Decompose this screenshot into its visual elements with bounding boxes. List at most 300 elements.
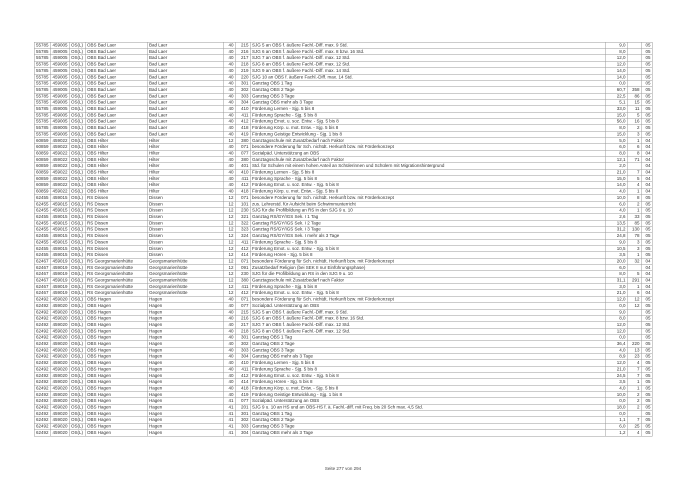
cell-flag: 05 — [641, 296, 652, 302]
cell-school-id: 62492 — [36, 334, 49, 340]
cell-flag: 05 — [641, 398, 652, 404]
cell-school-type: OS(L) — [69, 303, 85, 309]
cell-hours: 8,0 — [605, 150, 627, 156]
cell-municipality: Dissen — [147, 207, 223, 213]
cell-municipality: Hagen — [147, 411, 223, 417]
cell-school-name: RS Georgsmarienhütte — [85, 265, 147, 271]
cell-school-type: OS(L) — [69, 87, 85, 93]
cell-flag: 05 — [641, 49, 652, 55]
cell-code: 411 — [235, 112, 250, 118]
cell-official-no: 459015 — [50, 239, 69, 245]
cell-category: 40 — [223, 309, 235, 315]
cell-frequency: 13 — [627, 347, 641, 353]
cell-flag: 04 — [641, 150, 652, 156]
cell-school-name: OBS Bad Laer — [85, 125, 147, 131]
cell-description: besondere Förderung für Sch. nichtdt. Herkunft bzw. mit Förderkonzept — [250, 296, 605, 302]
cell-flag: 05 — [641, 99, 652, 105]
cell-flag: 05 — [641, 309, 652, 315]
cell-hours: 3,5 — [605, 252, 627, 258]
cell-school-name: RS Dissen — [85, 239, 147, 245]
cell-flag: 05 — [641, 55, 652, 61]
cell-frequency: 1 — [627, 385, 641, 391]
cell-code: 301 — [235, 80, 250, 86]
cell-school-id: 62492 — [36, 315, 49, 321]
cell-school-id: 62492 — [36, 417, 49, 423]
cell-hours: 10,0 — [605, 195, 627, 201]
cell-hours: 0,0 — [605, 411, 627, 417]
cell-school-name: OBS Hagen — [85, 303, 147, 309]
cell-school-name: OBS Bad Laer — [85, 74, 147, 80]
cell-description: Ganztag RS/GY/IGS Sek. I mehr als 3 Tage — [250, 233, 605, 239]
cell-frequency: 1 — [627, 379, 641, 385]
cell-category: 40 — [223, 353, 235, 359]
cell-municipality: Hagen — [147, 398, 223, 404]
cell-school-id: 62467 — [36, 271, 49, 277]
cell-hours: 0,0 — [605, 80, 627, 86]
cell-school-name: OBS Hagen — [85, 328, 147, 334]
cell-official-no: 459020 — [50, 296, 69, 302]
cell-school-type: OS(L) — [69, 315, 85, 321]
cell-official-no: 459005 — [50, 49, 69, 55]
cell-category: 41 — [223, 417, 235, 423]
cell-municipality: Hagen — [147, 366, 223, 372]
cell-description: SJG 6 an OBS f. äußere Fachl.-Diff. max. 8 bzw. 16 Std. — [250, 315, 605, 321]
cell-category: 40 — [223, 341, 235, 347]
cell-school-id: 55785 — [36, 42, 49, 48]
cell-category: 40 — [223, 366, 235, 372]
cell-school-name: RS Georgsmarienhütte — [85, 277, 147, 283]
cell-frequency: 11 — [627, 106, 641, 112]
cell-official-no: 459022 — [50, 138, 69, 144]
cell-municipality: Hilter — [147, 182, 223, 188]
cell-school-id: 55785 — [36, 61, 49, 67]
cell-school-type: OS(L) — [69, 233, 85, 239]
cell-municipality: Hagen — [147, 360, 223, 366]
cell-flag: 04 — [641, 157, 652, 163]
cell-frequency: 1 — [627, 252, 641, 258]
cell-flag: 05 — [641, 226, 652, 232]
cell-school-name: OBS Bad Laer — [85, 131, 147, 137]
cell-code: 418 — [235, 188, 250, 194]
cell-description: Förderung Hören - Sjg. 5 bis 8 — [250, 379, 605, 385]
cell-flag: 04 — [641, 258, 652, 264]
cell-school-id: 62492 — [36, 429, 49, 435]
cell-flag: 05 — [641, 68, 652, 74]
cell-school-name: OBS Hagen — [85, 334, 147, 340]
cell-municipality: Georgsmarienhütte — [147, 265, 223, 271]
cell-school-type: OS(L) — [69, 144, 85, 150]
cell-code: 301 — [235, 411, 250, 417]
cell-hours: 8,0 — [605, 125, 627, 131]
cell-category: 40 — [223, 55, 235, 61]
cell-school-name: OBS Hilter — [85, 176, 147, 182]
cell-description: Förderung Sprache - Sjg. 5 bis 8 — [250, 239, 605, 245]
cell-school-type: OS(L) — [69, 163, 85, 169]
cell-municipality: Hagen — [147, 404, 223, 410]
cell-hours: 3,5 — [605, 379, 627, 385]
cell-description: Ganztag OBS 1 Tag — [250, 334, 605, 340]
cell-school-type: OS(L) — [69, 360, 85, 366]
cell-category: 40 — [223, 150, 235, 156]
cell-hours: 6,0 — [605, 265, 627, 271]
cell-description: Ganztag OBS 2 Tage — [250, 341, 605, 347]
cell-code: 419 — [235, 131, 250, 137]
cell-hours: 21,0 — [605, 290, 627, 296]
cell-school-type: OS(L) — [69, 188, 85, 194]
cell-school-name: RS Dissen — [85, 233, 147, 239]
cell-school-id: 55785 — [36, 67, 49, 73]
cell-school-id: 62492 — [36, 360, 49, 366]
cell-school-type: OS(L) — [69, 366, 85, 372]
cell-frequency: 6 — [627, 144, 641, 150]
cell-code: 302 — [235, 87, 250, 93]
cell-frequency: 6 — [627, 290, 641, 296]
cell-school-id: 62467 — [36, 264, 49, 270]
cell-code: 215 — [235, 309, 250, 315]
cell-description: SJG 7 an OBS f. äußere Fachl.-Diff. max. 12 Std. — [250, 322, 605, 328]
cell-code: 302 — [235, 417, 250, 423]
cell-school-type: OS(L) — [69, 125, 85, 131]
cell-school-type: OS(L) — [69, 252, 85, 258]
cell-municipality: Hilter — [147, 176, 223, 182]
cell-frequency: 23 — [627, 353, 641, 359]
cell-category: 40 — [223, 296, 235, 302]
cell-school-name: RS Georgsmarienhütte — [85, 290, 147, 296]
cell-school-name: OBS Bad Laer — [85, 106, 147, 112]
cell-school-type: OS(L) — [69, 271, 85, 277]
cell-municipality: Hagen — [147, 309, 223, 315]
cell-official-no: 459022 — [50, 169, 69, 175]
cell-frequency: 130 — [627, 226, 641, 232]
cell-category: 40 — [223, 322, 235, 328]
cell-description: Förderung Lernen - Sjg. 5 bis 8 — [250, 360, 605, 366]
cell-code: 091 — [235, 265, 250, 271]
cell-code: 410 — [235, 169, 250, 175]
cell-frequency: 7 — [627, 417, 641, 423]
cell-frequency: 5 — [627, 112, 641, 118]
cell-school-id: 55785 — [36, 93, 49, 99]
cell-code: 380 — [235, 157, 250, 163]
cell-official-no: 459020 — [50, 353, 69, 359]
cell-school-type: OS(L) — [69, 239, 85, 245]
cell-official-no: 459005 — [50, 125, 69, 131]
cell-school-id: 55785 — [36, 106, 49, 112]
cell-code: 303 — [235, 423, 250, 429]
cell-code: 411 — [235, 366, 250, 372]
cell-school-id: 62492 — [36, 353, 49, 359]
cell-municipality: Hilter — [147, 163, 223, 169]
cell-official-no: 459020 — [50, 334, 69, 340]
cell-school-type: OS(L) — [69, 353, 85, 359]
cell-official-no: 459022 — [50, 188, 69, 194]
cell-school-name: OBS Hagen — [85, 341, 147, 347]
cell-school-type: OS(L) — [69, 322, 85, 328]
cell-school-id: 55785 — [36, 125, 49, 131]
cell-school-type: OS(L) — [69, 106, 85, 112]
cell-hours: 12,0 — [605, 55, 627, 61]
cell-school-name: OBS Bad Laer — [85, 61, 147, 67]
cell-school-type: OS(L) — [69, 265, 85, 271]
cell-flag: 05 — [641, 93, 652, 99]
cell-municipality: Dissen — [147, 233, 223, 239]
cell-school-type: OS(L) — [69, 277, 85, 283]
cell-category: 41 — [223, 404, 235, 410]
cell-hours: 12,0 — [605, 328, 627, 334]
cell-school-id: 55785 — [36, 118, 49, 124]
cell-description: Ganztag OBS mehr als 3 Tage — [250, 353, 605, 359]
cell-hours: 0,0 — [605, 303, 627, 309]
cell-category: 40 — [223, 87, 235, 93]
cell-official-no: 459015 — [50, 201, 69, 207]
cell-category: 40 — [223, 93, 235, 99]
cell-frequency: 2 — [627, 398, 641, 404]
cell-school-id: 60859 — [36, 156, 49, 162]
cell-flag: 05 — [641, 220, 652, 226]
cell-flag: 05 — [641, 411, 652, 417]
cell-description: Förderung Emot. u. soz. Entw. - Sjg. 5 bis 8 — [250, 118, 605, 124]
cell-school-name: OBS Bad Laer — [85, 87, 147, 93]
cell-hours: 2,0 — [605, 163, 627, 169]
cell-frequency: 4 — [627, 360, 641, 366]
cell-frequency: 12 — [627, 303, 641, 309]
cell-flag: 04 — [641, 271, 652, 277]
cell-description: Ganztag OBS 3 Tage — [250, 93, 605, 99]
cell-code: 401 — [235, 163, 250, 169]
cell-school-name: OBS Hagen — [85, 373, 147, 379]
cell-category: 40 — [223, 80, 235, 86]
cell-flag: 05 — [641, 207, 652, 213]
cell-school-id: 62492 — [36, 372, 49, 378]
cell-description: Förderung Emot. u. soz. Entw. - Sjg. 5 bis 8 — [250, 182, 605, 188]
cell-school-name: OBS Bad Laer — [85, 93, 147, 99]
cell-official-no: 459005 — [50, 68, 69, 74]
cell-frequency: 220 — [627, 341, 641, 347]
cell-school-id: 62492 — [36, 347, 49, 353]
cell-flag: 04 — [641, 138, 652, 144]
cell-school-id: 60859 — [36, 150, 49, 156]
cell-code: 077 — [235, 150, 250, 156]
cell-description: Ganztag OBS mehr als 3 Tage — [250, 430, 605, 436]
cell-frequency: 33 — [627, 214, 641, 220]
cell-flag: 05 — [641, 112, 652, 118]
cell-municipality: Georgsmarienhütte — [147, 271, 223, 277]
cell-school-id: 62467 — [36, 290, 49, 296]
cell-code: 411 — [235, 239, 250, 245]
cell-school-type: OS(L) — [69, 385, 85, 391]
cell-school-name: OBS Bad Laer — [85, 118, 147, 124]
cell-school-id: 62492 — [36, 379, 49, 385]
cell-flag: 05 — [641, 106, 652, 112]
cell-code: 380 — [235, 138, 250, 144]
cell-school-id: 55785 — [36, 131, 49, 137]
cell-category: 12 — [223, 138, 235, 144]
cell-school-type: OS(L) — [69, 201, 85, 207]
cell-school-type: OS(L) — [69, 131, 85, 137]
cell-school-name: OBS Hagen — [85, 385, 147, 391]
cell-hours: 9,0 — [605, 239, 627, 245]
cell-school-name: OBS Bad Laer — [85, 80, 147, 86]
cell-description: Ganztagsschule mit Zusatzbedarf nach Faktor — [250, 138, 605, 144]
cell-flag: 04 — [641, 169, 652, 175]
cell-category: 40 — [223, 176, 235, 182]
cell-code: 304 — [235, 430, 250, 436]
cell-flag: 05 — [641, 80, 652, 86]
cell-code: 216 — [235, 315, 250, 321]
cell-school-type: OS(L) — [69, 42, 85, 48]
cell-code: 301 — [235, 334, 250, 340]
cell-category: 12 — [223, 284, 235, 290]
cell-official-no: 459015 — [50, 220, 69, 226]
cell-code: 412 — [235, 118, 250, 124]
cell-hours: 14,0 — [605, 182, 627, 188]
cell-hours: 12,0 — [605, 61, 627, 67]
cell-school-type: OS(L) — [69, 61, 85, 67]
cell-hours: 14,0 — [605, 68, 627, 74]
cell-flag: 05 — [641, 239, 652, 245]
cell-description: Förderung Lernen - Sjg. 5 bis 8 — [250, 169, 605, 175]
cell-category: 40 — [223, 144, 235, 150]
cell-category: 41 — [223, 430, 235, 436]
cell-hours: 15,0 — [605, 112, 627, 118]
cell-category: 40 — [223, 360, 235, 366]
cell-frequency: 1 — [627, 138, 641, 144]
cell-official-no: 459015 — [50, 214, 69, 220]
cell-description: Ganztag OBS 1 Tag — [250, 80, 605, 86]
cell-category: 40 — [223, 49, 235, 55]
cell-municipality: Hagen — [147, 296, 223, 302]
cell-school-name: OBS Hagen — [85, 411, 147, 417]
cell-municipality: Bad Laer — [147, 68, 223, 74]
cell-flag: 05 — [641, 423, 652, 429]
cell-school-id: 55785 — [36, 99, 49, 105]
cell-flag: 05 — [641, 195, 652, 201]
cell-description: Sozialpäd. Unterstützung an OBS — [250, 150, 605, 156]
cell-description: besondere Förderung für Sch. nichtdt. Herkunft bzw. mit Förderkonzept — [250, 258, 605, 264]
cell-official-no: 459005 — [50, 131, 69, 137]
cell-official-no: 459020 — [50, 309, 69, 315]
cell-hours: 6,0 — [605, 144, 627, 150]
cell-hours: 0,0 — [605, 334, 627, 340]
cell-official-no: 459005 — [50, 87, 69, 93]
cell-school-id: 60859 — [36, 188, 49, 194]
cell-category: 40 — [223, 182, 235, 188]
cell-school-name: RS Georgsmarienhütte — [85, 258, 147, 264]
cell-hours: 12,0 — [605, 360, 627, 366]
cell-category: 40 — [223, 188, 235, 194]
cell-school-name: OBS Hilter — [85, 157, 147, 163]
cell-school-type: OS(L) — [69, 334, 85, 340]
cell-hours: 2,6 — [605, 214, 627, 220]
cell-municipality: Bad Laer — [147, 61, 223, 67]
cell-hours: 33,0 — [605, 106, 627, 112]
cell-frequency: 5 — [627, 176, 641, 182]
cell-official-no: 459019 — [50, 265, 69, 271]
cell-description: Sozialpäd. Unterstützung an OBS — [250, 398, 605, 404]
cell-flag: 05 — [641, 366, 652, 372]
cell-code: 303 — [235, 93, 250, 99]
cell-school-type: OS(L) — [69, 226, 85, 232]
cell-flag: 04 — [641, 176, 652, 182]
cell-code: 304 — [235, 353, 250, 359]
cell-description: Förderung Hören - Sjg. 5 bis 8 — [250, 252, 605, 258]
cell-official-no: 459005 — [50, 112, 69, 118]
cell-official-no: 459020 — [50, 392, 69, 398]
cell-code: 322 — [235, 220, 250, 226]
cell-category: 40 — [223, 379, 235, 385]
cell-municipality: Hagen — [147, 328, 223, 334]
cell-school-id: 60859 — [36, 144, 49, 150]
cell-description: Förderung Körp. u. mot. Entw. - Sjg. 5 bis 8 — [250, 385, 605, 391]
cell-code: 216 — [235, 49, 250, 55]
cell-hours: 36,4 — [605, 341, 627, 347]
cell-school-name: OBS Bad Laer — [85, 42, 147, 48]
cell-category: 12 — [223, 214, 235, 220]
cell-official-no: 459005 — [50, 61, 69, 67]
cell-official-no: 459005 — [50, 42, 69, 48]
cell-school-id: 62455 — [36, 213, 49, 219]
cell-flag: 04 — [641, 188, 652, 194]
cell-official-no: 459020 — [50, 398, 69, 404]
cell-flag: 04 — [641, 144, 652, 150]
cell-municipality: Bad Laer — [147, 118, 223, 124]
cell-school-type: OS(L) — [69, 49, 85, 55]
cell-official-no: 459022 — [50, 182, 69, 188]
cell-school-type: OS(L) — [69, 118, 85, 124]
cell-school-type: OS(L) — [69, 379, 85, 385]
cell-municipality: Bad Laer — [147, 87, 223, 93]
cell-school-type: OS(L) — [69, 220, 85, 226]
cell-school-id: 62492 — [36, 404, 49, 410]
cell-hours: 56,0 — [605, 118, 627, 124]
cell-frequency: 85 — [627, 220, 641, 226]
cell-school-id: 62455 — [36, 194, 49, 200]
cell-school-id: 55785 — [36, 55, 49, 61]
cell-school-id: 62492 — [36, 385, 49, 391]
cell-code: 419 — [235, 392, 250, 398]
cell-school-id: 55785 — [36, 86, 49, 92]
cell-flag: 05 — [641, 125, 652, 131]
cell-description: Förderung Sprache - Sjg. 5 bis 8 — [250, 284, 605, 290]
cell-school-name: OBS Hagen — [85, 392, 147, 398]
cell-hours: 1,2 — [605, 430, 627, 436]
cell-category: 12 — [223, 290, 235, 296]
cell-code: 411 — [235, 176, 250, 182]
cell-official-no: 459020 — [50, 385, 69, 391]
cell-municipality: Bad Laer — [147, 112, 223, 118]
cell-frequency: 8 — [627, 150, 641, 156]
cell-category: 12 — [223, 233, 235, 239]
cell-description: Förderung Lernen - Sjg. 5 bis 8 — [250, 106, 605, 112]
cell-municipality: Dissen — [147, 252, 223, 258]
cell-school-name: OBS Bad Laer — [85, 49, 147, 55]
cell-school-type: OS(L) — [69, 290, 85, 296]
cell-school-name: OBS Hilter — [85, 138, 147, 144]
cell-municipality: Hagen — [147, 303, 223, 309]
cell-category: 12 — [223, 207, 235, 213]
cell-hours: 24,5 — [605, 373, 627, 379]
cell-description: SJG für die Profilbildung an RS in den SJG 9 u. 10 — [250, 271, 605, 277]
cell-code: 217 — [235, 55, 250, 61]
cell-category: 40 — [223, 315, 235, 321]
cell-school-type: OS(L) — [69, 258, 85, 264]
cell-municipality: Hagen — [147, 353, 223, 359]
cell-flag: 05 — [641, 131, 652, 137]
cell-code: 220 — [235, 74, 250, 80]
cell-school-id: 62492 — [36, 328, 49, 334]
cell-code: 304 — [235, 99, 250, 105]
cell-flag: 05 — [641, 373, 652, 379]
cell-category: 12 — [223, 252, 235, 258]
